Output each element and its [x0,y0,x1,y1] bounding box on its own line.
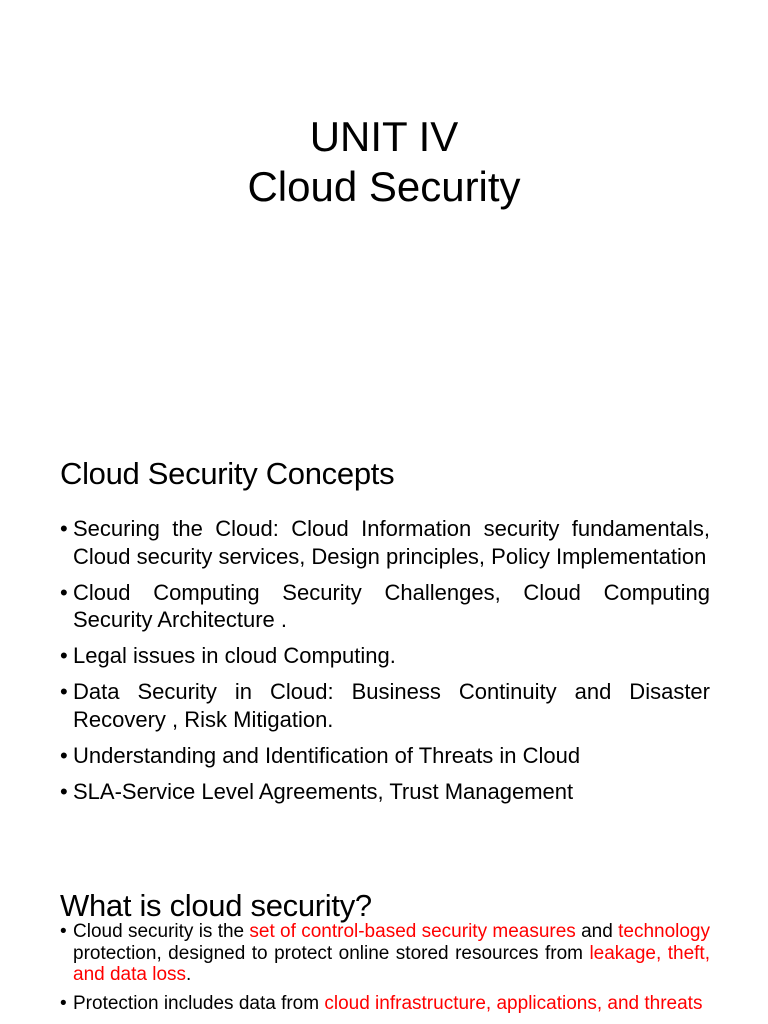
unit-title: UNIT IV [309,113,459,160]
highlighted-text: cloud infrastructure, applications, and threats [324,992,703,1014]
bullet-item: • Data Security in Cloud: Business Continuity and Disaster Recovery , Risk Mitigation. [60,678,710,733]
bullet-item: • Cloud Computing Security Challenges, Cloud Computing Security Architecture . [60,579,710,634]
bullet-list [60,921,710,1021]
bullet-item [60,993,710,1015]
bullet-list [60,515,710,814]
bullet-text: . [186,964,192,985]
highlighted-text: set of control-based security measures [249,921,576,942]
concepts-slide [0,432,768,864]
bullet-text: Cloud security is the [73,921,250,942]
title-slide [0,0,768,432]
bullet-item: • Securing the Cloud: Cloud Information security fundamentals, Cloud security services, Design principles, Policy Implementation [60,515,710,570]
bullet-item: • Legal issues in cloud Computing. [60,642,710,670]
slide-title [0,112,768,212]
bullet-item [60,921,710,986]
slide-heading: Cloud Security Concepts [60,456,395,491]
highlighted-text: leakage, theft, and data loss [73,942,710,985]
bullet-item: • SLA-Service Level Agreements, Trust Management [60,778,710,806]
bullet-text: protection, designed to protect online stored resources from [73,942,590,964]
highlighted-text: technology [618,921,710,942]
topic-title: Cloud Security [247,163,521,210]
bullet-item: • Understanding and Identification of Threats in Cloud [60,742,710,770]
definition-slide [0,864,768,1024]
bullet-text: and [575,921,619,942]
slide-heading: What is cloud security? [60,888,372,923]
bullet-text: Protection includes data from [73,992,325,1014]
